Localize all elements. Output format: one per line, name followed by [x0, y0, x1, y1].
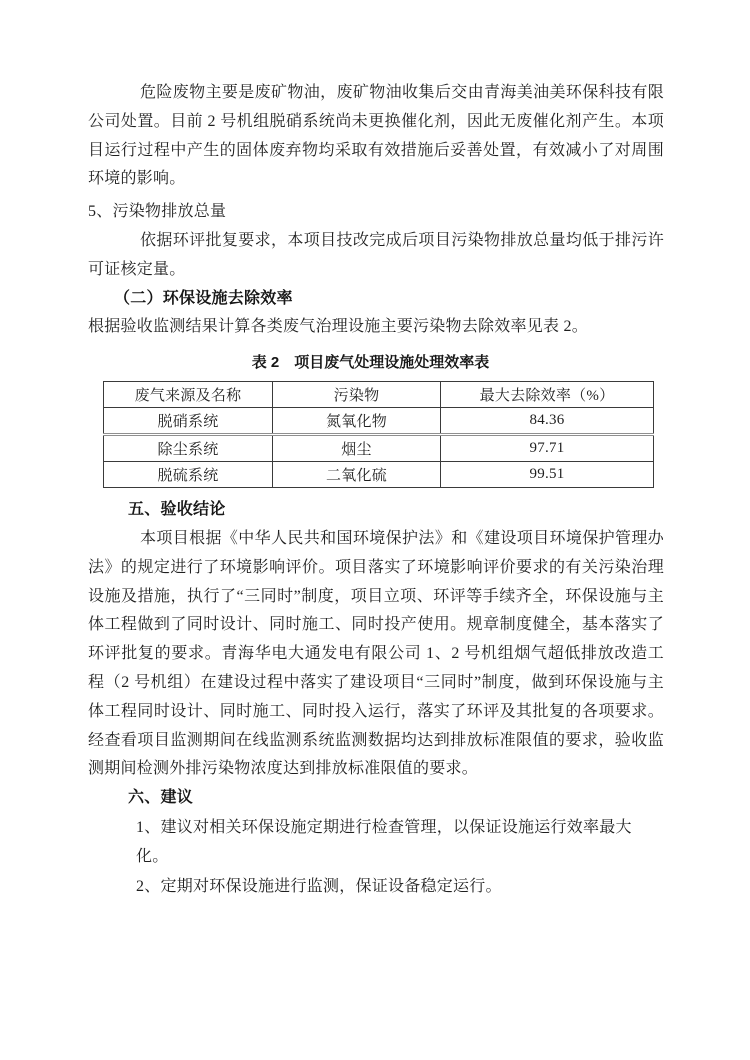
suggestion-item-2: 2、定期对环保设施进行监测，保证设备稳定运行。: [136, 877, 502, 895]
efficiency-table: [103, 381, 654, 488]
table-row: [104, 462, 654, 488]
cell-efficiency: 99.51: [441, 462, 654, 488]
heading-suggestions: 六、建议: [128, 789, 194, 807]
cell-source: 脱硝系统: [104, 408, 273, 435]
table-caption: 表 2 项目废气处理设施处理效率表: [251, 354, 490, 372]
cell-pollutant: 二氧化硫: [273, 462, 441, 488]
paragraph-conclusion: 本项目根据《中华人民共和国环境保护法》和《建设项目环境保护管理办法》的规定进行了环境影响评价。项目落实了环境影响评价要求的有关污染治理设施及措施，执行了“三同时”制度，项目立项、环评等手续齐全，环保设施与主体工程做到了同时设计、同时施工、同时投产使用。规章制度健全，基本落实了环评批复的要求。青海华电大通发电有限公司 1、2 号机组烟气超低排放改造工程（2 号机组）在建设过程中落实了建设项目“三同时”制度，做到环保设施与主体工程同时设计、同时施工、同时投入运行，落实了环评及其批复的各项要求。经查看项目监测期间在线监测系统监测数据均达到排放标准限值的要求，验收监测期间检测外排污染物浓度达到排放标准限值的要求。: [88, 529, 664, 778]
header-cell-efficiency: 最大去除效率（%）: [441, 382, 654, 408]
suggestion-item-1: 1、建议对相关环保设施定期进行检查管理，以保证设施运行效率最大化。: [136, 818, 632, 865]
heading-acceptance-conclusion: 五、验收结论: [128, 501, 226, 519]
heading-removal-efficiency: （二）环保设施去除效率: [114, 289, 293, 307]
cell-efficiency: 97.71: [441, 435, 654, 462]
paragraph-emission-total: 依据环评批复要求，本项目技改完成后项目污染物排放总量均低于排污许可证核定量。: [88, 231, 664, 278]
table-header-row: [104, 382, 654, 408]
document-content: [88, 79, 664, 901]
cell-pollutant: 烟尘: [273, 435, 441, 462]
table-row: [104, 435, 654, 462]
header-cell-pollutant: 污染物: [273, 382, 441, 408]
paragraph-hazardous-waste: 危险废物主要是废矿物油，废矿物油收集后交由青海美油美环保科技有限公司处置。目前 2 号机组脱硝系统尚未更换催化剂，因此无废催化剂产生。本项目运行过程中产生的固体废弃物均采取有效措施后妥善处置，有效减小了对周围环境的影响。: [88, 84, 664, 188]
header-cell-source: 废气来源及名称: [104, 382, 273, 408]
heading-pollutant-emission-total: 5、污染物排放总量: [88, 203, 227, 221]
cell-source: 除尘系统: [104, 435, 273, 462]
cell-source: 脱硫系统: [104, 462, 273, 488]
cell-efficiency: 84.36: [441, 408, 654, 435]
paragraph-table-intro: 根据验收监测结果计算各类废气治理设施主要污染物去除效率见表 2。: [88, 318, 589, 336]
cell-pollutant: 氮氧化物: [273, 408, 441, 435]
table-row: [104, 408, 654, 435]
